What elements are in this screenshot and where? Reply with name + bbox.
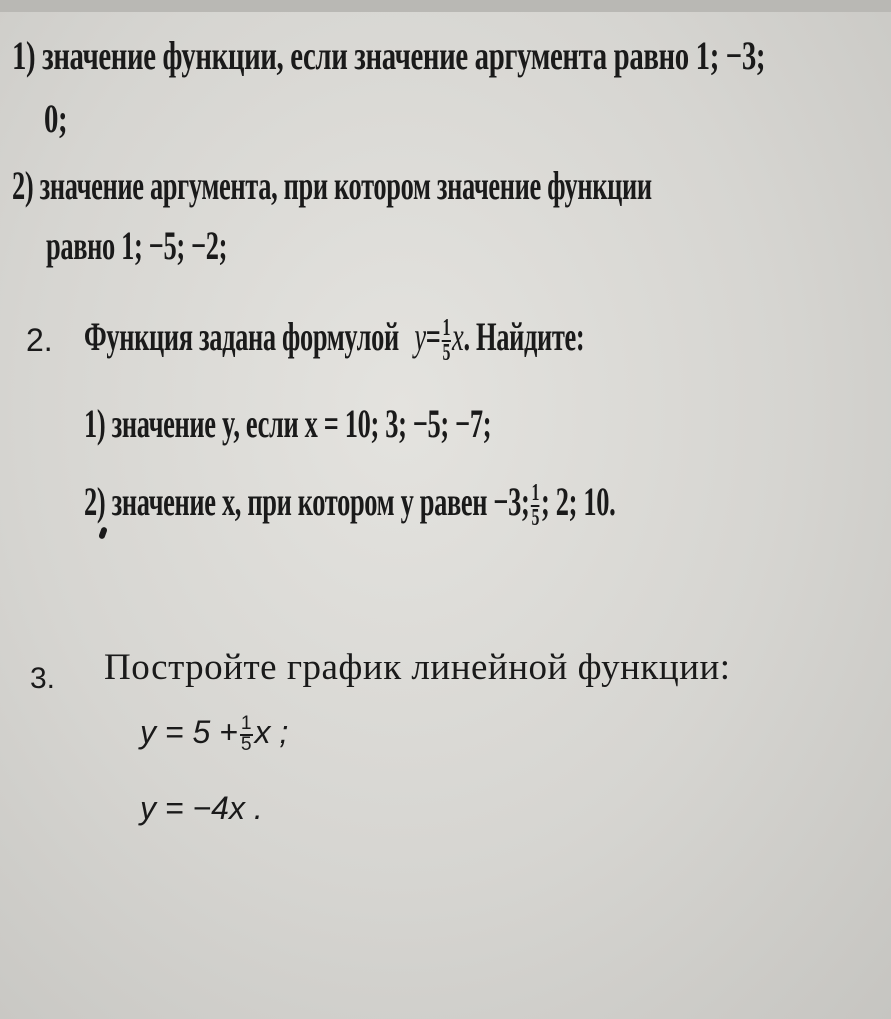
task3-equation-1 [140,714,288,754]
cropped-top-text [0,0,891,12]
task3-eq1-fraction [240,715,253,753]
task2-frac-den: 5 [442,339,451,366]
task3-title: Постройте график линейной функции: [104,647,731,688]
task1-item2-line2: равно 1; −5; −2; [46,223,228,268]
task2-item2-fraction [531,482,540,530]
task3-eq1-prefix: y = 5 + [140,714,238,750]
task2-item2-frac-den: 5 [531,504,540,531]
task2-x: x [452,314,464,359]
task2-item1: 1) значение y, если x = 10; 3; −5; −7; [84,401,492,446]
task3-eq1-frac-num: 1 [240,713,252,735]
task2-intro: Функция задана формулой [84,314,399,359]
task2-item2 [84,478,615,530]
task2-frac-num: 1 [442,315,451,342]
task3-eq1-suffix: x ; [254,714,289,750]
task1-item1-line2: 0; [44,96,68,141]
task2-item2-frac-num: 1 [531,480,540,507]
task2-eq: = [425,314,441,359]
task2-heading [84,313,584,365]
task2-fraction [442,317,451,365]
task2-y: y [414,314,426,359]
task2-find: . Найдите: [463,314,585,359]
task3-number: 3. [30,662,56,695]
task3-equation-2: y = −4x . [140,790,263,826]
task2-number: 2. [26,322,53,358]
task1-item1-line1: 1) значение функции, если значение аргумента равно 1; −3; [12,33,766,78]
task2-item2-suffix: ; 2; 10. [541,479,616,524]
task3-eq1-frac-den: 5 [240,733,252,755]
task2-item2-prefix: 2) значение x, при котором y равен −3; [84,479,530,524]
task1-item2-line1: 2) значение аргумента, при котором значение функции [12,163,652,208]
